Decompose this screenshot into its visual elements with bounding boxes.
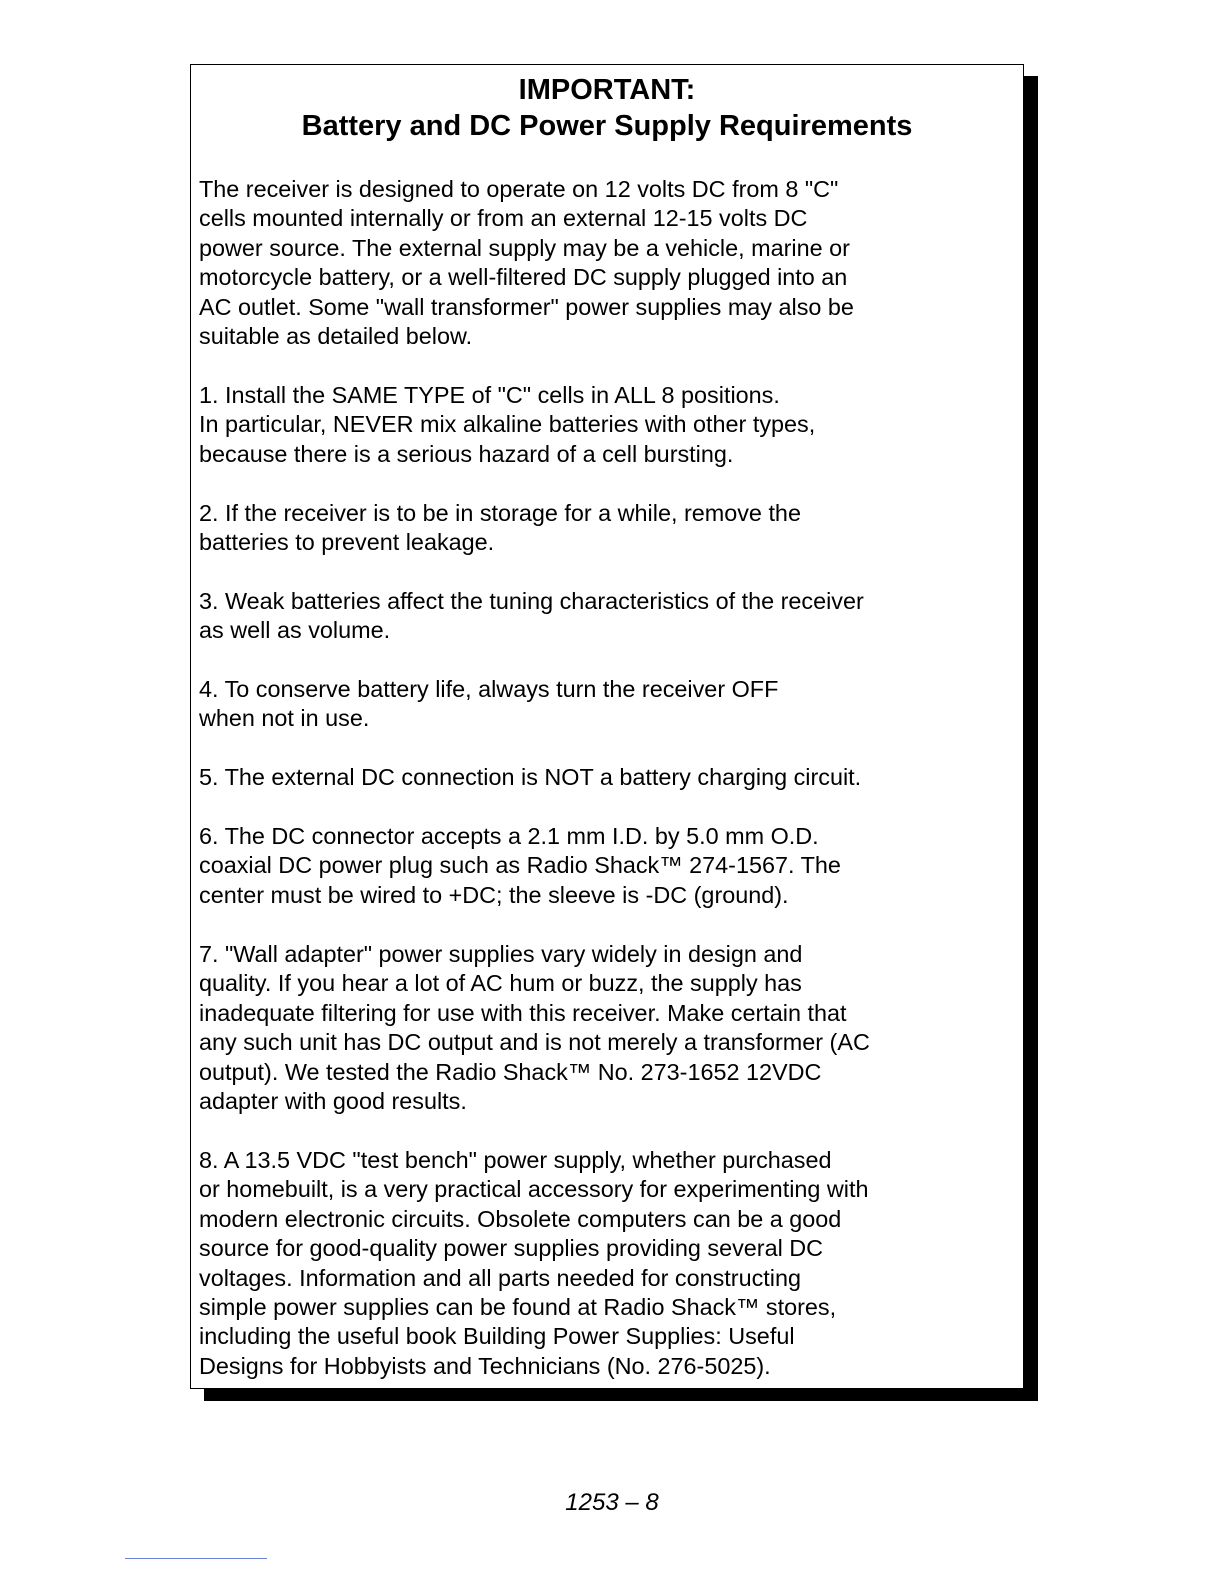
text-line: quality. If you hear a lot of AC hum or buzz, the supply has	[199, 970, 802, 997]
page-number: 1253 – 8	[565, 1489, 659, 1516]
item-3-paragraph	[199, 587, 864, 646]
text-line: 8. A 13.5 VDC "test bench" power supply, whether purchased	[199, 1147, 832, 1173]
text-line: as well as volume.	[199, 617, 391, 644]
text-line: modern electronic circuits. Obsolete computers can be a good	[199, 1205, 842, 1232]
text-line: 2. If the receiver is to be in storage for a while, remove the	[199, 500, 801, 526]
item-6-paragraph	[199, 822, 841, 910]
text-line: 7. "Wall adapter" power supplies vary widely in design and	[199, 941, 803, 967]
item-2-paragraph	[199, 499, 801, 558]
text-line: batteries to prevent leakage.	[199, 529, 495, 556]
text-line: suitable as detailed below.	[199, 323, 473, 350]
notice-heading-title: Battery and DC Power Supply Requirements	[301, 110, 913, 142]
text-line: 4. To conserve battery life, always turn the receiver OFF	[199, 676, 779, 702]
text-line: cells mounted internally or from an external 12-15 volts DC	[199, 205, 808, 232]
footnote-rule	[125, 1558, 267, 1559]
text-line: AC outlet. Some "wall transformer" power supplies may also be	[199, 293, 854, 320]
text-line: when not in use.	[199, 705, 370, 732]
item-1-paragraph	[199, 381, 815, 469]
text-line: Designs for Hobbyists and Technicians (No. 276-5025).	[199, 1352, 771, 1379]
text-line: including the useful book Building Power Supplies: Useful	[199, 1323, 795, 1350]
text-line: 1. Install the SAME TYPE of "C" cells in ALL 8 positions.	[199, 382, 780, 408]
text-line: voltages. Information and all parts needed for constructing	[199, 1264, 802, 1291]
text-line: The receiver is designed to operate on 12 volts DC from 8 "C"	[199, 176, 839, 202]
text-line: inadequate filtering for use with this receiver. Make certain that	[199, 999, 847, 1026]
text-line: 3. Weak batteries affect the tuning characteristics of the receiver	[199, 588, 864, 614]
item-7-paragraph	[199, 940, 870, 1116]
text-line: power source. The external supply may be a vehicle, marine or	[199, 234, 850, 261]
text-line: In particular, NEVER mix alkaline batteries with other types,	[199, 411, 816, 438]
text-line: 6. The DC connector accepts a 2.1 mm I.D. by 5.0 mm O.D.	[199, 823, 819, 849]
intro-paragraph	[199, 175, 854, 351]
notice-heading-important: IMPORTANT:	[518, 74, 696, 106]
item-5-paragraph	[199, 763, 861, 792]
item-8-paragraph	[199, 1146, 869, 1381]
text-line: center must be wired to +DC; the sleeve is -DC (ground).	[199, 881, 789, 908]
item-4-paragraph	[199, 675, 778, 734]
text-line: output). We tested the Radio Shack™ No. 273-1652 12VDC	[199, 1058, 822, 1085]
text-line: 5. The external DC connection is NOT a battery charging circuit.	[199, 764, 862, 790]
text-line: simple power supplies can be found at Radio Shack™ stores,	[199, 1294, 837, 1321]
text-line: motorcycle battery, or a well-filtered DC supply plugged into an	[199, 264, 848, 291]
text-line: source for good-quality power supplies providing several DC	[199, 1235, 824, 1262]
notice-box	[190, 64, 1024, 1389]
text-line: coaxial DC power plug such as Radio Shack™ 274-1567. The	[199, 852, 841, 879]
text-line: adapter with good results.	[199, 1088, 467, 1115]
text-line: any such unit has DC output and is not merely a transformer (AC	[199, 1029, 870, 1056]
text-line: because there is a serious hazard of a cell bursting.	[199, 440, 734, 467]
text-line: or homebuilt, is a very practical accessory for experimenting with	[199, 1176, 869, 1203]
